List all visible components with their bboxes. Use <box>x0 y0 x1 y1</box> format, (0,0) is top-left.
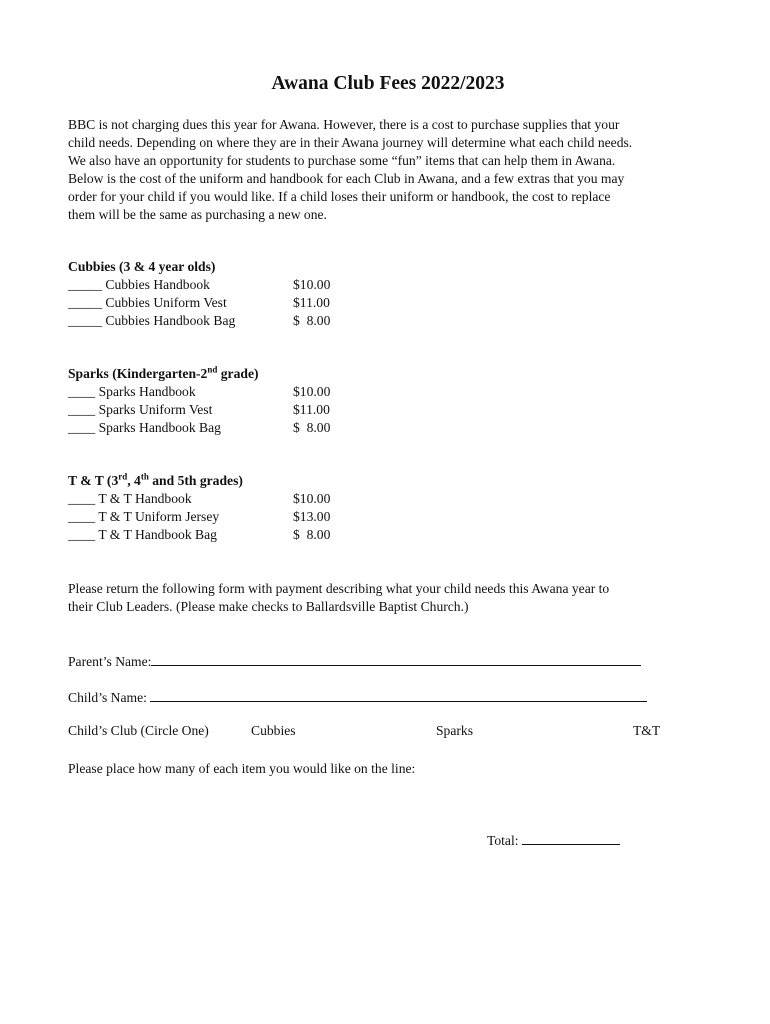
child-name-field <box>68 687 647 707</box>
quantity-blank[interactable]: _____ <box>68 277 102 292</box>
intro-paragraph <box>68 116 708 224</box>
quantity-blank[interactable]: ____ <box>68 527 96 542</box>
item-price: $10.00 <box>293 384 331 399</box>
item-price: $13.00 <box>293 509 331 524</box>
item-name: Sparks Uniform Vest <box>98 402 213 417</box>
item-price: $11.00 <box>293 402 330 417</box>
parent-name-line[interactable] <box>151 651 641 666</box>
club-option-sparks[interactable]: Sparks <box>436 723 474 738</box>
item-price: $ 8.00 <box>293 313 331 328</box>
item-name: Sparks Handbook Bag <box>98 420 221 435</box>
intro-line: them will be the same as purchasing a new one. <box>68 207 327 222</box>
price-item <box>68 508 368 526</box>
sparks-title: Sparks (Kindergarten-2nd grade) <box>68 364 259 381</box>
price-item <box>68 312 368 330</box>
item-name: Cubbies Handbook <box>105 277 210 292</box>
intro-line: BBC is not charging dues this year for Awana. However, there is a cost to purchase supplies that your <box>68 117 620 132</box>
price-item <box>68 276 368 294</box>
item-name: Cubbies Uniform Vest <box>105 295 227 310</box>
item-name: T & T Handbook <box>98 491 192 506</box>
item-price: $ 8.00 <box>293 420 331 435</box>
tt-title: T & T (3rd, 4th and 5th grades) <box>68 471 243 488</box>
price-item <box>68 383 368 401</box>
price-item <box>68 490 368 508</box>
return-line: their Club Leaders. (Please make checks to Ballardsville Baptist Church.) <box>68 599 469 614</box>
price-item <box>68 526 368 544</box>
parent-name-field <box>68 651 641 671</box>
child-name-label: Child’s Name: <box>68 690 147 705</box>
sparks-section <box>68 365 368 437</box>
intro-line: Below is the cost of the uniform and handbook for each Club in Awana, and a few extras that you may <box>68 171 625 186</box>
quantity-blank[interactable]: ____ <box>68 384 96 399</box>
total-field <box>487 830 620 850</box>
parent-name-label: Parent’s Name: <box>68 654 152 669</box>
item-price: $10.00 <box>293 277 331 292</box>
item-name: T & T Handbook Bag <box>98 527 217 542</box>
total-label: Total: <box>487 833 519 848</box>
child-name-line[interactable] <box>150 687 647 702</box>
club-label: Child’s Club (Circle One) <box>68 723 209 738</box>
price-item <box>68 294 368 312</box>
item-price: $ 8.00 <box>293 527 331 542</box>
item-price: $11.00 <box>293 295 330 310</box>
quantity-blank[interactable]: ____ <box>68 509 96 524</box>
cubbies-title: Cubbies (3 & 4 year olds) <box>68 259 216 274</box>
quantity-blank[interactable]: _____ <box>68 295 102 310</box>
total-line[interactable] <box>522 830 620 845</box>
intro-line: child needs. Depending on where they are in their Awana journey will determine what each child needs. <box>68 135 633 150</box>
item-name: Cubbies Handbook Bag <box>105 313 236 328</box>
item-price: $10.00 <box>293 491 331 506</box>
intro-line: We also have an opportunity for students to purchase some “fun” items that can help them in Awana. <box>68 153 616 168</box>
quantity-instruction: Please place how many of each item you would like on the line: <box>68 761 416 776</box>
return-instructions <box>68 580 708 616</box>
item-name: Sparks Handbook <box>98 384 196 399</box>
club-option-cubbies[interactable]: Cubbies <box>251 723 296 738</box>
cubbies-section <box>68 258 368 330</box>
tt-section <box>68 472 368 544</box>
item-name: T & T Uniform Jersey <box>98 509 220 524</box>
intro-line: order for your child if you would like. If a child loses their uniform or handbook, the cost to replace <box>68 189 611 204</box>
quantity-blank[interactable]: _____ <box>68 313 102 328</box>
club-option-tt[interactable]: T&T <box>633 723 661 738</box>
price-item <box>68 401 368 419</box>
quantity-blank[interactable]: ____ <box>68 491 96 506</box>
quantity-blank[interactable]: ____ <box>68 420 96 435</box>
page-title: Awana Club Fees 2022/2023 <box>271 73 505 94</box>
quantity-blank[interactable]: ____ <box>68 402 96 417</box>
return-line: Please return the following form with payment describing what your child needs this Awana year to <box>68 581 610 596</box>
price-item <box>68 419 368 437</box>
